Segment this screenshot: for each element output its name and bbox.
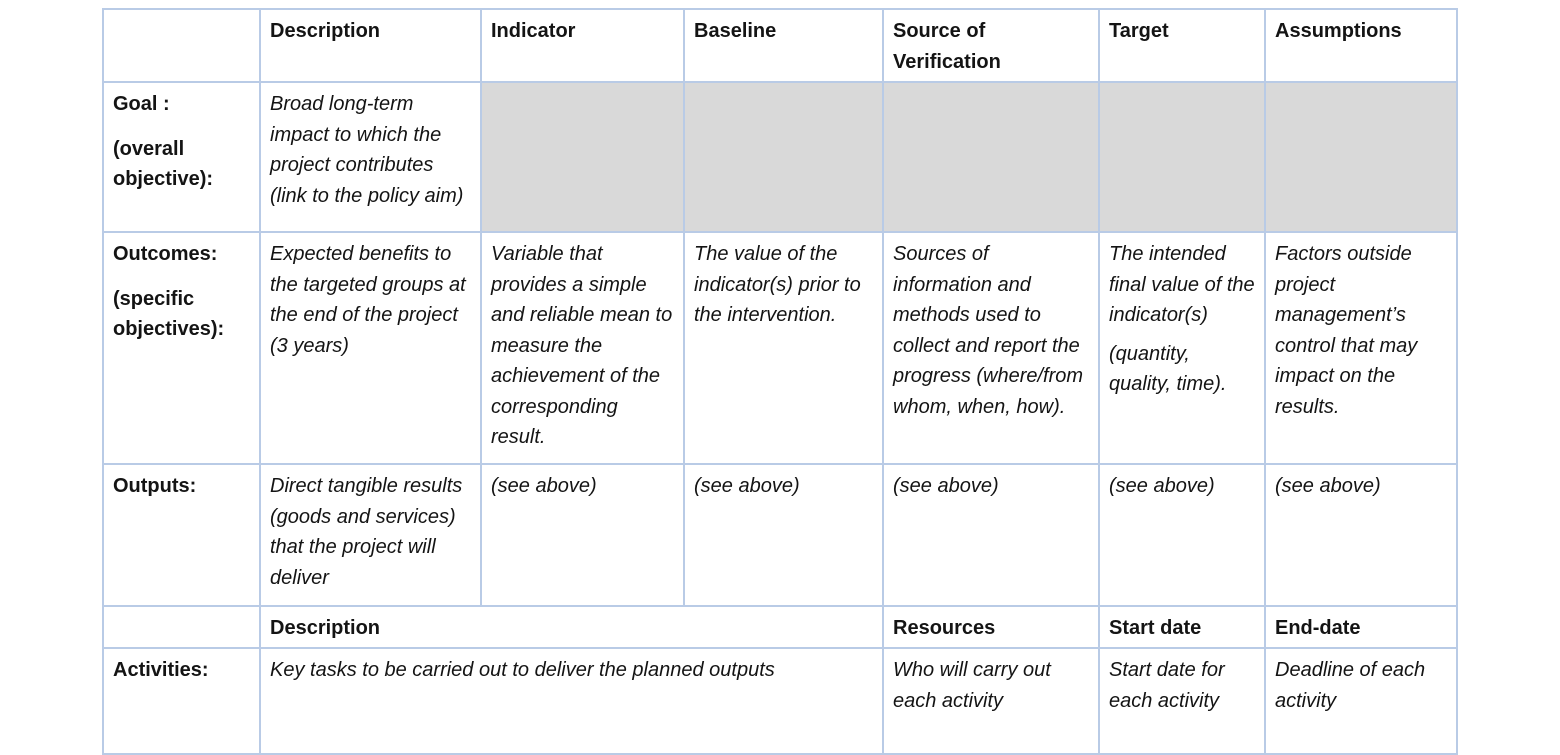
goal-label-cell [103, 82, 260, 232]
outputs-target: (see above) [1099, 464, 1265, 606]
outputs-assumptions: (see above) [1265, 464, 1457, 606]
outcomes-sublabel-line1: (specific [113, 287, 195, 310]
header-indicator: Indicator [481, 9, 684, 82]
outputs-row [103, 464, 1457, 606]
outcomes-row [103, 232, 1457, 464]
activities-header-row [103, 606, 1457, 648]
activities-label: Activities: [103, 648, 260, 754]
header-source-line2: Verification [893, 50, 1001, 73]
outputs-baseline: (see above) [684, 464, 883, 606]
outcomes-sublabel-line2: objectives): [113, 318, 225, 340]
activities-header-start-date: Start date [1099, 606, 1265, 648]
outcomes-assumptions: Factors outside project management’s control that may impact on the results. [1265, 232, 1457, 464]
header-baseline: Baseline [684, 9, 883, 82]
activities-header-description: Description [260, 606, 883, 648]
outputs-description: Direct tangible results (goods and services) that the project will deliver [260, 464, 481, 606]
goal-baseline-shaded [684, 82, 883, 232]
goal-indicator-shaded [481, 82, 684, 232]
activities-header-corner-cell [103, 606, 260, 648]
outcomes-indicator: Variable that provides a simple and reliable mean to measure the achievement of the corresponding result. [481, 232, 684, 464]
outcomes-target-line1: The intended final value of the indicator(s) [1109, 243, 1255, 326]
goal-sublabel-line2: objective): [113, 168, 214, 190]
goal-description: Broad long-term impact to which the project contributes (link to the policy aim) [260, 82, 481, 232]
goal-label: Goal : [113, 93, 170, 115]
goal-sublabel-line1: (overall [113, 137, 185, 160]
header-source-line1: Source of [893, 20, 986, 42]
goal-target-shaded [1099, 82, 1265, 232]
header-row [103, 9, 1457, 82]
header-source-of-verification [883, 9, 1099, 82]
outcomes-description: Expected benefits to the targeted groups at the end of the project (3 years) [260, 232, 481, 464]
outcomes-baseline: The value of the indicator(s) prior to the intervention. [684, 232, 883, 464]
goal-row [103, 82, 1457, 232]
goal-assumptions-shaded [1265, 82, 1457, 232]
logframe-table [102, 8, 1458, 755]
outcomes-source: Sources of information and methods used to collect and report the progress (where/from whom, when, how). [883, 232, 1099, 464]
header-description: Description [260, 9, 481, 82]
outcomes-label: Outcomes: [113, 243, 218, 265]
activities-header-end-date: End-date [1265, 606, 1457, 648]
outputs-indicator: (see above) [481, 464, 684, 606]
activities-resources: Who will carry out each activity [883, 648, 1099, 754]
activities-end-date: Deadline of each activity [1265, 648, 1457, 754]
goal-source-shaded [883, 82, 1099, 232]
header-corner-cell [103, 9, 260, 82]
header-target: Target [1099, 9, 1265, 82]
activities-start-date: Start date for each activity [1099, 648, 1265, 754]
header-assumptions: Assumptions [1265, 9, 1457, 82]
outcomes-target-line2: (quantity, quality, time). [1109, 342, 1227, 395]
outputs-source: (see above) [883, 464, 1099, 606]
outcomes-label-cell [103, 232, 260, 464]
outcomes-target-cell [1099, 232, 1265, 464]
activities-row [103, 648, 1457, 754]
activities-description: Key tasks to be carried out to deliver the planned outputs [260, 648, 883, 754]
activities-header-resources: Resources [883, 606, 1099, 648]
outputs-label: Outputs: [103, 464, 260, 606]
